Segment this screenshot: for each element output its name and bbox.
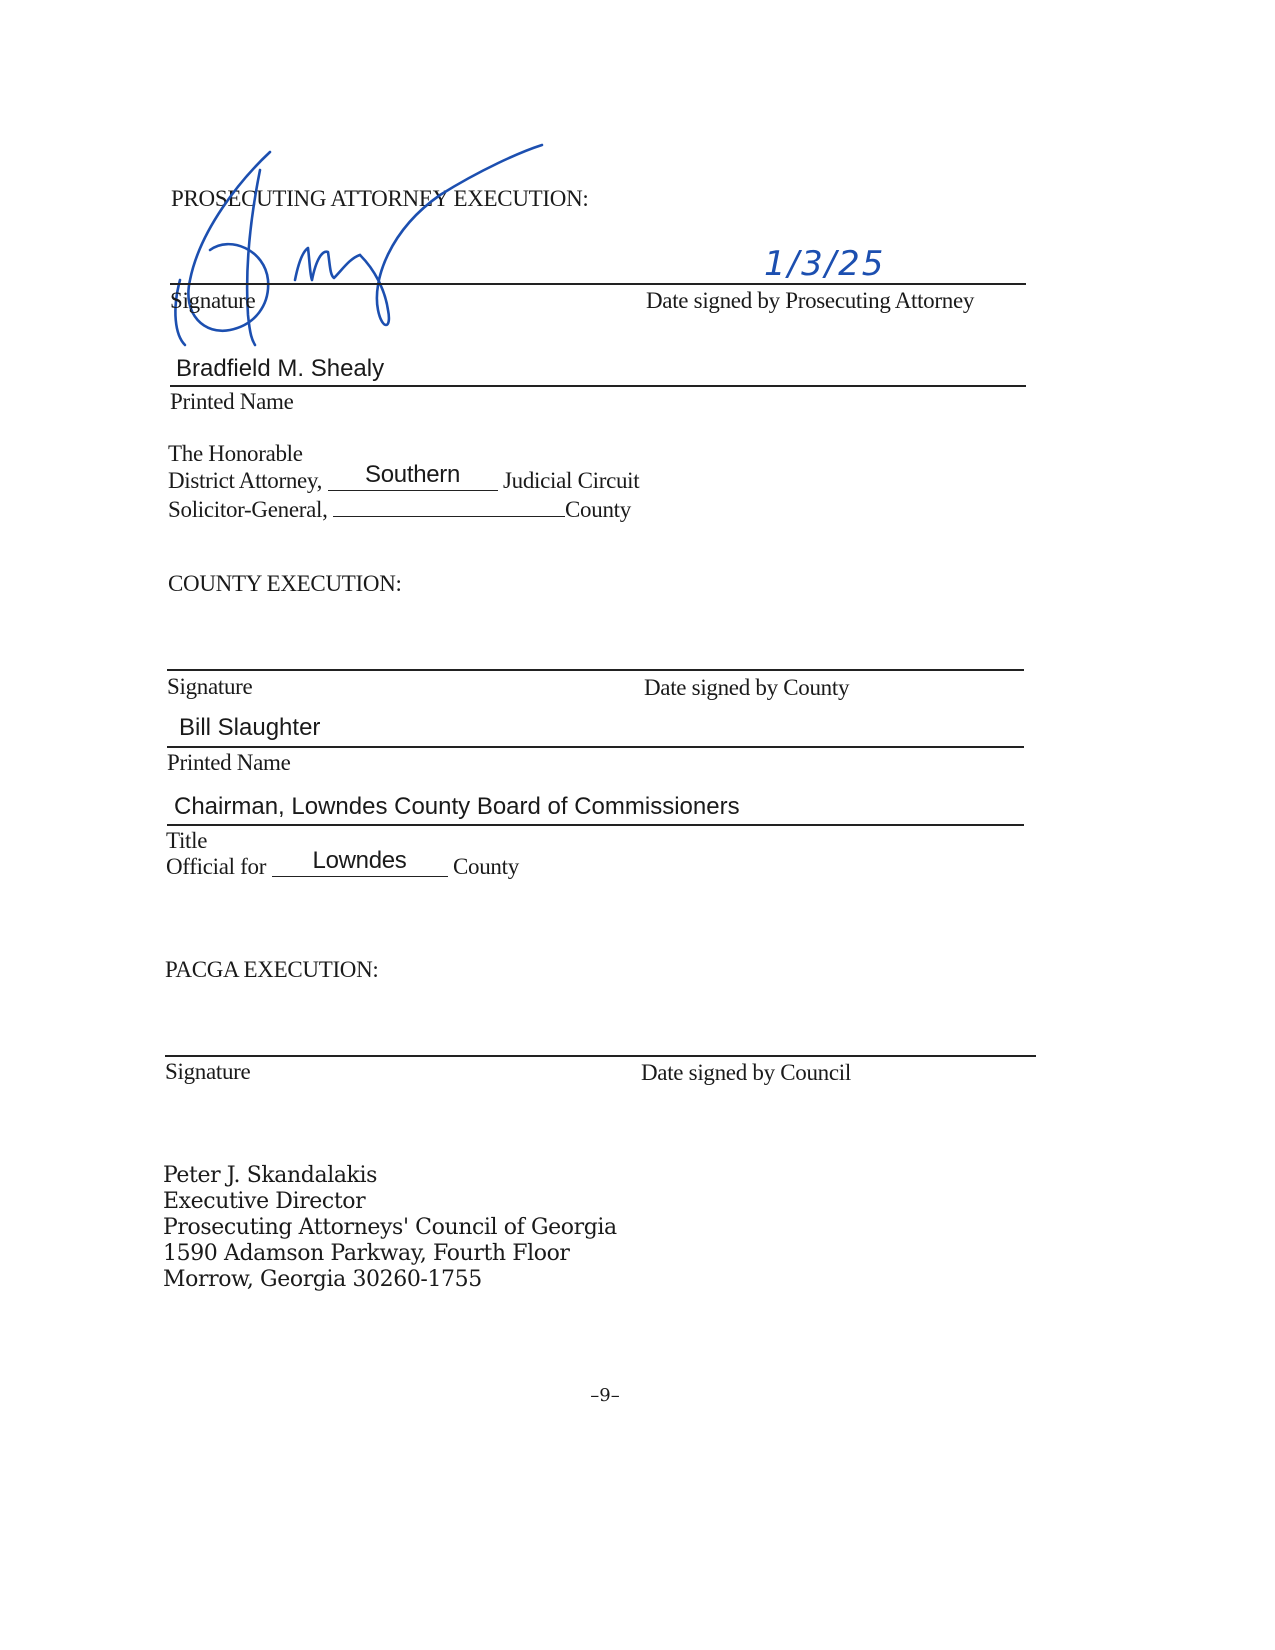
county-signature-label: Signature — [167, 674, 253, 699]
address-line-title: Executive Director — [163, 1189, 366, 1214]
county-title-value: Chairman, Lowndes County Board of Commissioners — [174, 793, 740, 820]
honorable-label: The Honorable — [168, 441, 303, 466]
official-county-label: County — [452, 854, 519, 879]
signature-label: Signature — [170, 288, 256, 313]
signature-line — [170, 283, 1026, 285]
judicial-circuit-label: Judicial Circuit — [503, 468, 640, 493]
pacga-date-label: Date signed by Council — [641, 1060, 851, 1085]
pacga-signature-label: Signature — [165, 1059, 251, 1084]
pacga-signature-line — [165, 1055, 1036, 1057]
judicial-circuit-value: Southern — [365, 461, 461, 488]
solicitor-general-label: Solicitor-General, — [168, 497, 328, 522]
address-line-organization: Prosecuting Attorneys' Council of Georgia — [163, 1215, 617, 1240]
district-attorney-label: District Attorney, — [168, 468, 323, 493]
district-attorney-row — [168, 461, 640, 494]
official-county-value: Lowndes — [312, 847, 407, 874]
printed-name-label: Printed Name — [170, 389, 294, 414]
county-printed-name-value: Bill Slaughter — [179, 714, 321, 741]
official-for-row — [166, 847, 519, 880]
solicitor-county-field — [333, 494, 565, 517]
county-printed-name-line — [167, 746, 1024, 748]
county-title-label: Title — [166, 828, 208, 853]
county-title-line — [167, 824, 1024, 826]
section-heading-prosecuting-attorney: PROSECUTING ATTORNEY EXECUTION: — [171, 186, 589, 211]
county-signature-line — [167, 669, 1024, 671]
printed-name-line — [170, 385, 1026, 387]
pacga-address-block — [163, 1163, 617, 1293]
date-signed-label: Date signed by Prosecuting Attorney — [646, 288, 975, 313]
address-line-street: 1590 Adamson Parkway, Fourth Floor — [163, 1241, 570, 1266]
handwritten-signature — [160, 140, 560, 360]
address-line-name: Peter J. Skandalakis — [163, 1163, 377, 1188]
section-heading-pacga: PACGA EXECUTION: — [165, 957, 379, 982]
county-printed-name-label: Printed Name — [167, 750, 291, 775]
county-label: County — [565, 497, 631, 522]
printed-name-value: Bradfield M. Shealy — [176, 355, 385, 382]
judicial-circuit-field — [328, 461, 498, 491]
solicitor-general-row — [168, 494, 631, 523]
section-heading-county: COUNTY EXECUTION: — [168, 571, 402, 596]
handwritten-date: 1/3/25 — [764, 244, 886, 284]
county-date-label: Date signed by County — [644, 675, 850, 700]
address-line-city: Morrow, Georgia 30260-1755 — [163, 1267, 482, 1292]
page-number: –9– — [590, 1385, 620, 1406]
official-county-field — [272, 847, 448, 877]
official-for-label: Official for — [166, 854, 267, 879]
